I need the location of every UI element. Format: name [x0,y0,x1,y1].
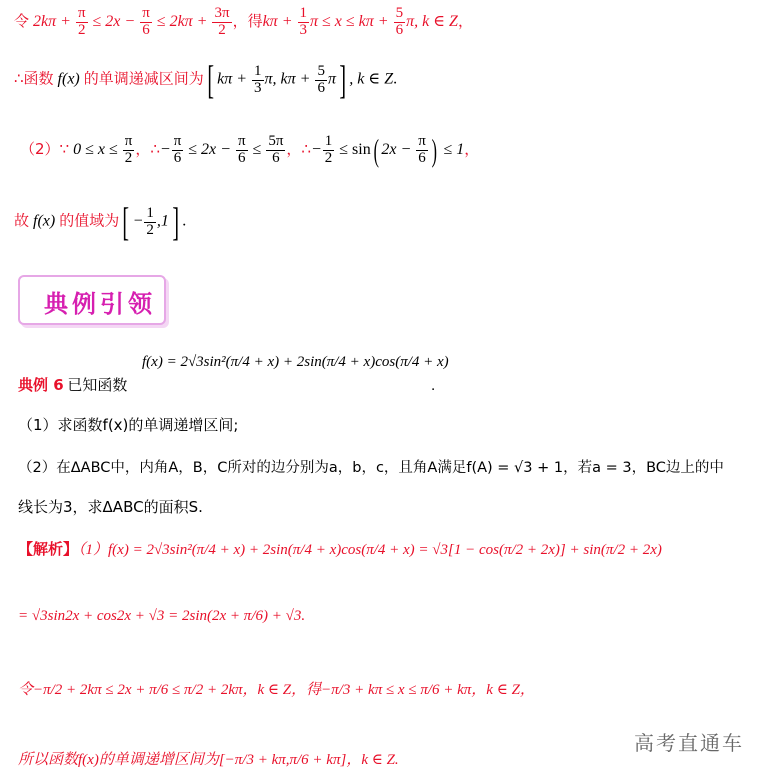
text: . [182,212,187,230]
solution-tag: 【解析】 [18,540,79,558]
math: π, k ∈ Z [406,12,458,30]
bracket: [ [122,199,130,244]
text: ， [464,139,480,158]
den: 6 [395,21,404,38]
fraction [416,134,428,167]
text: . [393,70,398,88]
fraction [172,134,184,167]
num: 5 [395,5,404,21]
den: 2 [77,21,86,38]
text: 的单调递减区间为 [83,69,204,88]
math: 0 ≤ x ≤ [73,140,122,158]
text: （2）∵ [20,139,70,158]
example-function [142,354,772,371]
fraction [236,134,248,167]
den: 3 [254,79,262,96]
den: 2 [124,149,133,166]
fraction [266,134,285,167]
solution-line-2 [14,57,772,102]
solution-line-1 [14,6,772,39]
math: ≤ sin [335,140,371,158]
math: f(x) [57,70,80,88]
text: 故 [14,211,30,230]
solution-step-1 [18,538,772,559]
num: 1 [324,133,333,149]
example-label-line [18,374,772,395]
fraction [144,206,156,239]
math: ≤ [248,140,266,158]
num: 3π [214,5,230,21]
fraction [323,134,335,167]
solution-line-4 [14,199,772,244]
paren: ) [431,132,437,169]
fraction [76,6,88,39]
section-heading-box [18,275,166,325]
den: 6 [418,149,426,166]
math: ≤ 2kπ + [152,12,212,30]
den: 2 [146,221,154,238]
question-2-line-2: 线长为3，求ΔABC的面积S. [18,498,203,516]
den: 2 [218,21,226,38]
fraction [123,134,135,167]
num: 5 [317,62,325,79]
math: 2kπ + [33,12,75,30]
math: − [132,212,144,230]
text: 已知函数 [67,376,128,394]
text: . [431,378,435,394]
den: 3 [299,21,307,38]
fraction [252,64,264,97]
paren: ( [373,132,379,169]
bracket: ] [172,199,179,244]
solution-step-4: 所以函数f(x)的单调递增区间为[−π/3 + kπ,π/6 + kπ]，k ∈ Z. [18,752,399,768]
fraction [298,6,310,39]
watermark: 高考直通车 [634,731,744,755]
example-label: 典例 6 [18,376,64,394]
bracket: ] [339,57,346,102]
section-heading: 典例引领 [44,289,156,318]
math: π, kπ + [264,70,315,88]
den: 6 [272,149,280,166]
math: 2x − [381,140,416,158]
fraction [140,6,152,39]
math: π [327,70,336,88]
math: kπ + [262,12,297,30]
fraction [394,6,406,39]
num: 1 [254,62,262,79]
den: 2 [324,149,333,166]
math: f(x) [33,212,56,230]
math: , k ∈ Z [349,70,394,88]
num: π [237,133,246,149]
text: ， [457,11,473,30]
num: π [124,133,133,149]
num: π [142,5,150,21]
text: ，得 [232,11,263,30]
text: 的值域为 [59,211,120,230]
math: ≤ 2x − [88,12,140,30]
num: π [418,133,426,149]
num: π [173,133,182,149]
math: ,1 [156,212,169,230]
math: （1）f(x) = 2√3sin²(π/4 + x) + 2sin(π/4 + x)cos(π/4 + x) = √3[1 − cos(π/2 + 2x)] + sin(π/2 + 2x) [78,542,662,558]
math: f(x) = 2√3sin²(π/4 + x) + 2sin(π/4 + x)cos(π/4 + x) [142,354,449,370]
den: 6 [237,149,246,166]
solution-step-2: = √3sin2x + cos2x + √3 = 2sin(2x + π/6) + √3. [18,608,306,624]
fraction [212,6,231,39]
math: ≤ 2x − [184,140,235,158]
num: π [77,5,86,21]
bracket: [ [207,57,214,102]
den: 6 [173,149,182,166]
fraction [315,64,327,97]
num: 1 [146,204,154,221]
solution-step-3: 令−π/2 + 2kπ ≤ 2x + π/6 ≤ π/2 + 2kπ，k ∈ Z，得−π/3 + kπ ≤ x ≤ π/6 + kπ，k ∈ Z， [18,682,535,698]
text: ，∴ [286,139,311,158]
question-2-line-1: （2）在ΔABC中，内角A，B，C所对的边分别为a，b，c，且角A满足f(A) = √3 + 1，若a = 3，BC边上的中 [18,460,724,476]
text: 令 [14,11,30,30]
num: 5π [268,133,284,149]
solution-line-3 [20,134,772,167]
math: − [159,140,171,158]
text: ∴函数 [14,69,54,88]
math: π ≤ x ≤ kπ + [310,12,393,30]
text: ，∴ [135,139,160,158]
den: 6 [142,21,150,38]
question-1: （1）求函数f(x)的单调递增区间; [18,416,239,434]
math: − [310,140,322,158]
den: 6 [317,79,325,96]
math: ≤ 1 [439,140,465,158]
math: kπ + [217,70,252,88]
num: 1 [299,5,307,21]
